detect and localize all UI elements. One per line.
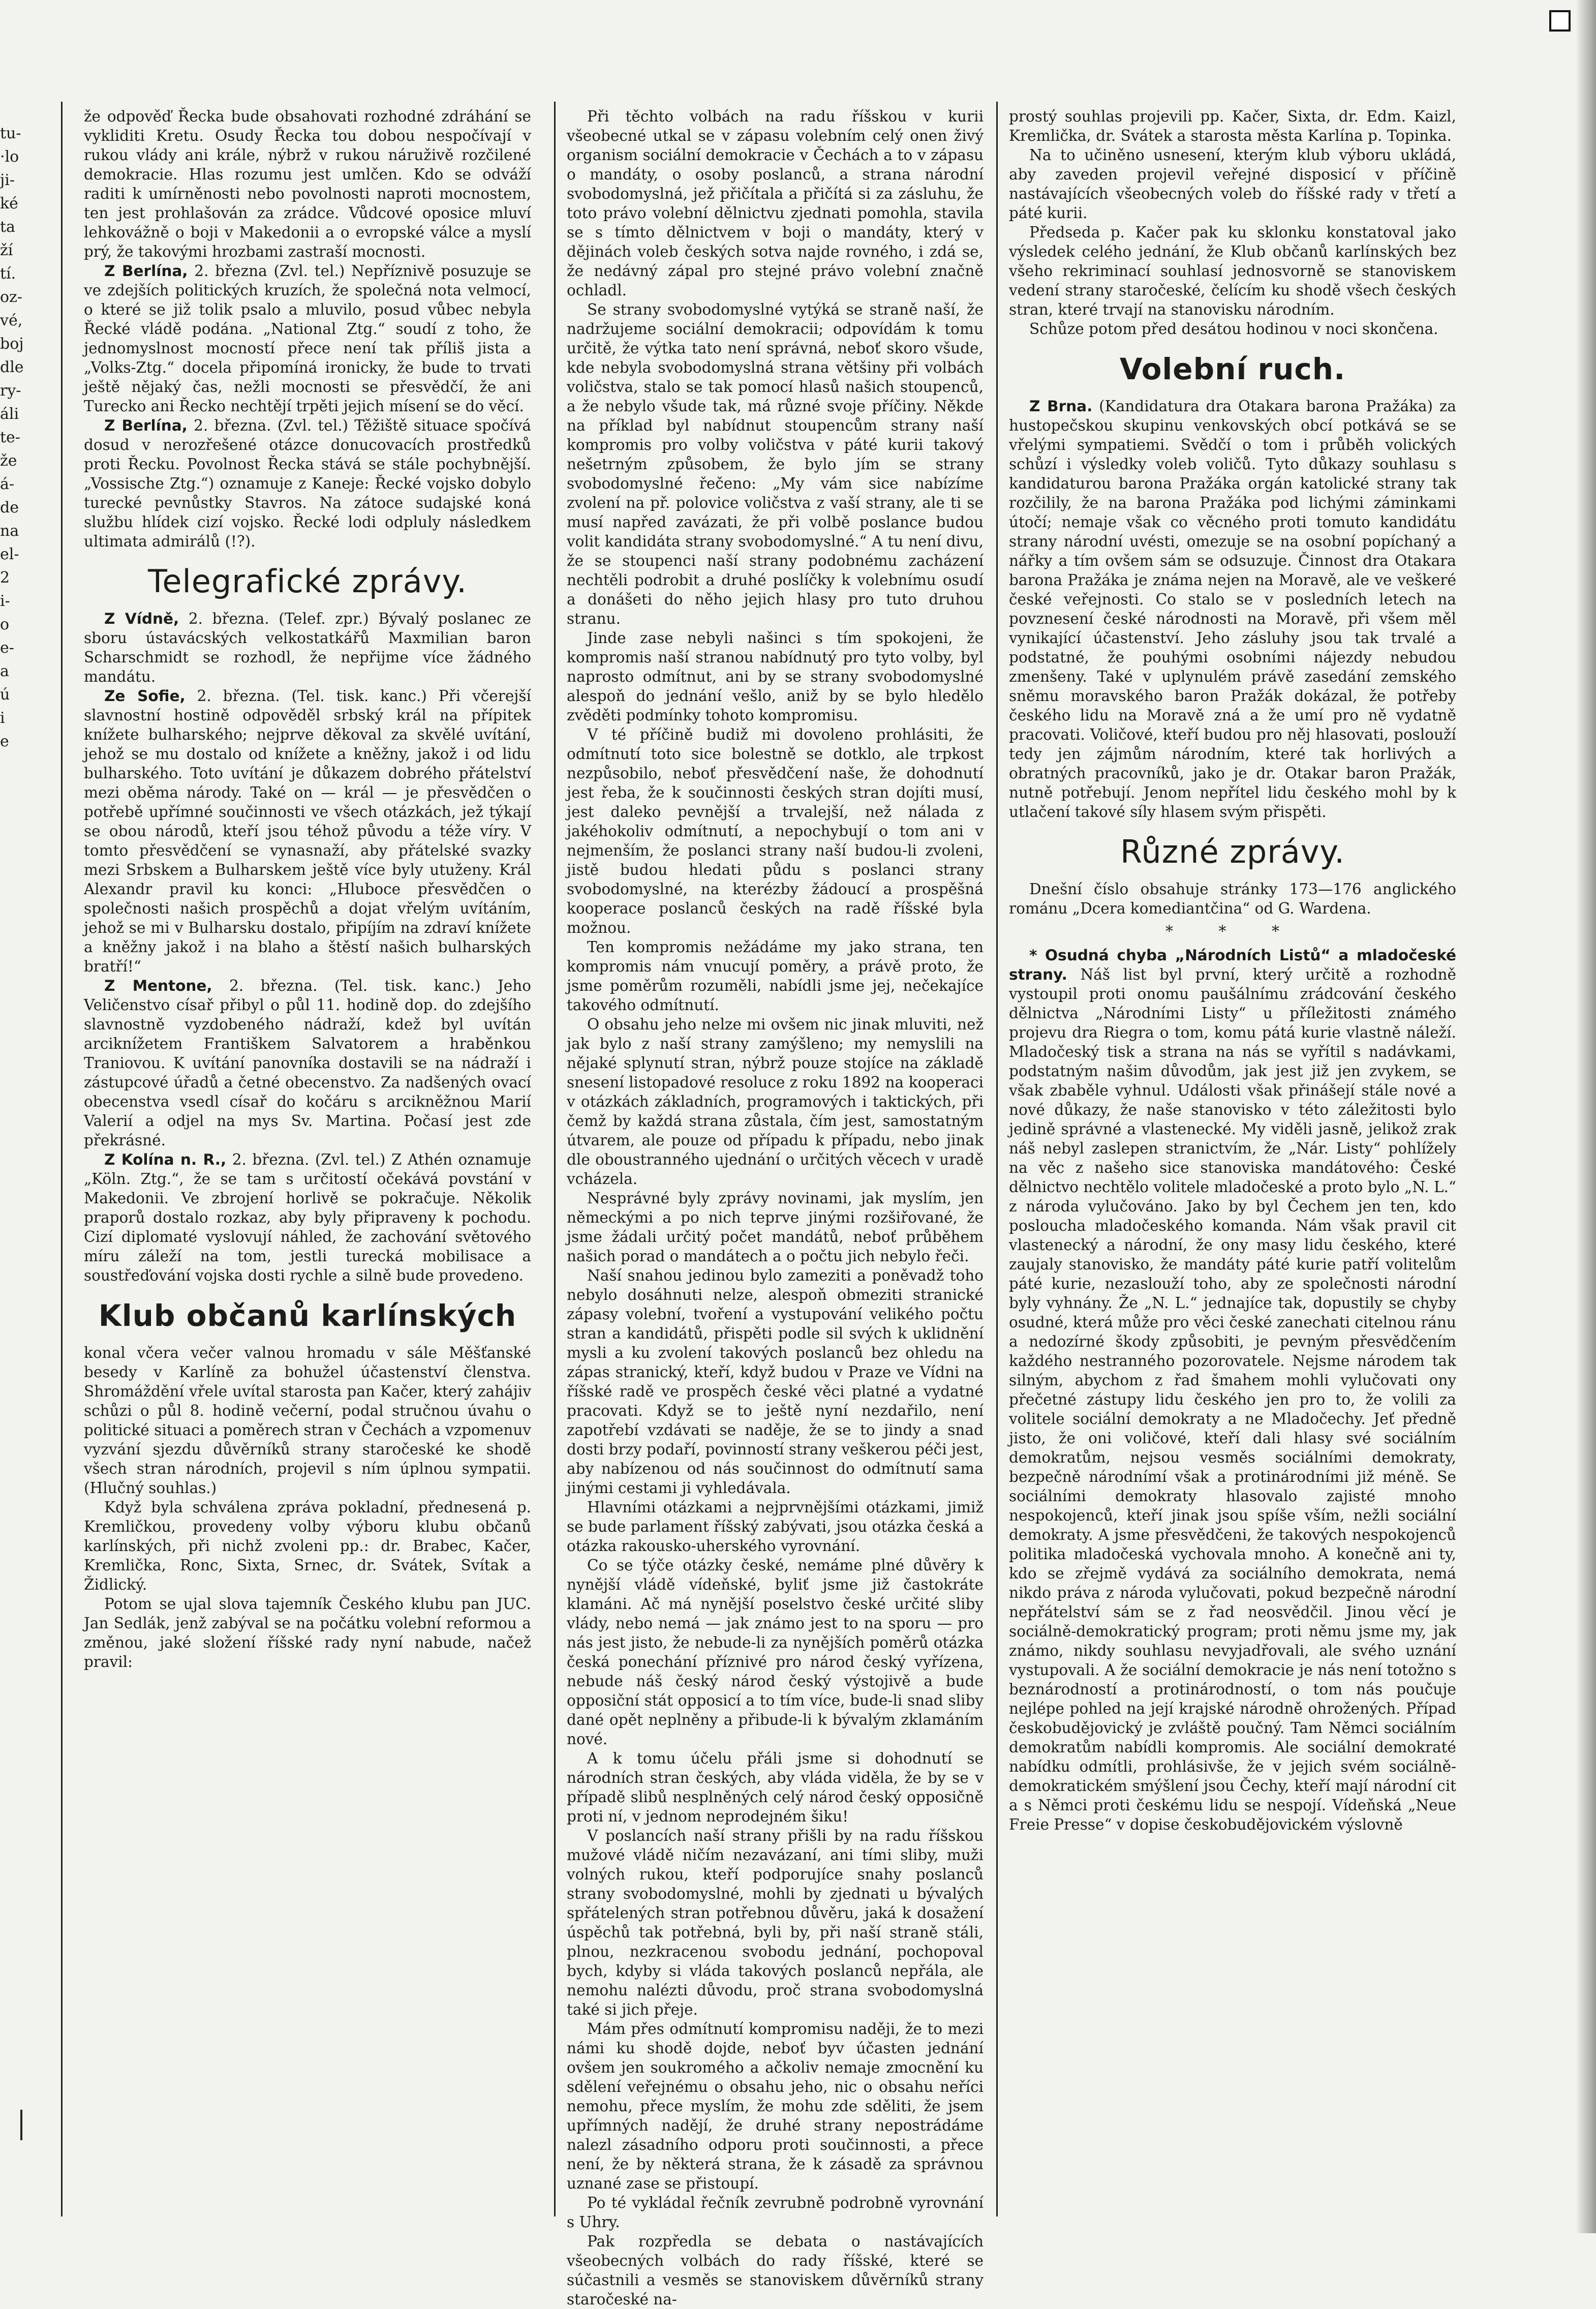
fragment-line: ta xyxy=(0,218,15,236)
dateline: Z Brna. xyxy=(1029,398,1093,415)
column-2 xyxy=(567,107,984,2308)
fragment-line: a xyxy=(0,662,9,680)
paragraph-text: 2. března. (Zvl. tel.) Z Athén oznamuje „Köln. Ztg.“, že se tam s určitostí očekává povstání v Makedonii. Ve zbrojení horlivě se pokračuje. Několik praporů dostalo rozkaz, aby byly připraveny k pochodu. Cizí diplomaté vyslovují náhled, že zachování světového míru záleží na tom, jestli turecká mobilisace a soustřeďování vojska dosti rychle a silně bude provedeno. xyxy=(84,1151,531,1284)
fragment-line: á- xyxy=(0,475,15,493)
paragraph xyxy=(1009,946,1456,1834)
paragraph-text: 2. března. (Zvl. tel.) Těžiště situace spočívá dosud v nerozřešené otázce donucovacích prostředků proti Řecku. Povolnost Řecka stává se stále pochybnější. „Vossische Ztg.“) oznamuje z Kaneje: Řecké vojsko dobylo turecké pevnůstky Stavros. Na zátoce sudajské koná službu hlídek cizí vojsko. Řecké lodi odpluly následkem ultimata admirálů (!?). xyxy=(84,417,531,550)
margin-mark xyxy=(20,2110,22,2140)
fragment-line: de xyxy=(0,499,19,517)
paragraph: Se strany svobodomyslné vytýká se straně naší, že nadržujeme sociální demokracii; odpovídám k tomu určitě, že výtka tato není správná, neboť skoro všude, kde nebyla svobodomyslná strana většiny při volbách voličstva, stalo se tak pomocí hlasů našich stoupenců, a že nebylo všude tak, má různé svoje příčiny. Někde na příklad byl nabídnut stoupencům strany naší kompromis pro volby voličstva v páté kurii takový nešetrným způsobem, že bylo jím se strany svobodomyslné řečeno: „My vám sice nabízíme zvolení na př. polovice voličstva z vaší strany, ale ti se musí napřed zavázati, že při volbě poslance budou volit kandidáta strany svobodomyslné.“ A tu není divu, že se stoupenci naší strany podobnému zacházení nechtěli podrobit a druhé poslíčky k volebnímu osudí a donášeti do něho jejich hlasy pro tuto druhou stranu. xyxy=(567,301,984,627)
dateline: Z Vídně, xyxy=(104,610,179,627)
dateline: Ze Sofie, xyxy=(104,687,186,705)
paragraph xyxy=(84,1150,531,1285)
column-rule-1 xyxy=(554,102,556,2216)
fragment-line: e- xyxy=(0,639,14,657)
paragraph xyxy=(84,976,531,1150)
fragment-line: dle xyxy=(0,358,24,376)
paragraph: Pak rozpředla se debata o nastávajících všeobecných volbách do rady říšské, které se súčastnili a vesměs se stanoviskem důvěrníků strany staročeské na- xyxy=(567,2233,984,2308)
paragraph: Potom se ujal slova tajemník Českého klubu pan JUC. Jan Sedlák, jenž zabýval se na počátku volební reformou a změnou, jaké složení říšské rady nyní nabude, načež pravil: xyxy=(84,1595,531,1670)
paragraph-text: 2. března. (Telef. zpr.) Bývalý poslanec ze sboru ústavácských velkostatkářů Maxmilian baron Scharschmidt se rozhodl, že nepřijme více žádného mandátu. xyxy=(84,610,531,685)
paragraph: že odpověď Řecka bude obsahovati rozhodné zdráhání se vykliditi Kretu. Osudy Řecka tou dobou nespočívají v rukou vlády ani krále, nýbrž v rukou náruživě rozčilené demokracie. Hlas rozumu jest umlčen. Kdo se odváží raditi k umírněnosti nebo povolnosti naproti mocnostem, ten jest prohlašován za zrádce. Vůdcové oposice mluví lehkovážně o boji v Makedonii a o evropské válce a myslí prý, že takovými hrozbami zastraší mocnosti. xyxy=(84,108,531,260)
dateline: * Osudná chyba „Národních Listů“ a mladočeské strany. xyxy=(1009,947,1456,983)
left-margin-fragment xyxy=(0,122,32,783)
column-rule-2 xyxy=(996,102,998,2216)
section-heading-misc: Různé zprávy. xyxy=(1120,833,1345,870)
fragment-line: e xyxy=(0,733,9,750)
fragment-line: ry- xyxy=(0,382,21,400)
fragment-line: že xyxy=(0,452,17,470)
fragment-line: ·lo xyxy=(0,148,19,166)
paragraph: Na to učiněno usnesení, kterým klub výboru ukládá, aby zaveden projevil veřejné disposicí v příčině nastávajících všeobecných voleb do říšské rady v třetí a páté kurii. xyxy=(1009,146,1456,222)
fragment-line: áli xyxy=(0,405,19,423)
section-heading-club: Klub občanů karlínských xyxy=(98,1298,517,1333)
separator-stars: * * * xyxy=(1165,923,1300,940)
paragraph-text: Náš list byl první, který určitě a rozhodně vystoupil proti onomu paušálnímu zrádcování českého dělnictva „Národními Listy“ u příležitosti známého projevu dra Riegra o tom, komu pátá kurie vlastně náleží. Mladočeský tisk a strana na nás se vyřítil s nadávkami, podstatným našim důvodům, jak jest již jen zvykem, se však zbaběle vyhnul. Události však přinášejí stále nové a nové důkazy, že naše stanovisko v této záležitosti bylo jedině správné a vlastenecké. My viděli jasně, jelikož zrak náš nebyl zaslepen stranictvím, že „Nár. Listy“ pohlížely na věc z našeho sice stanoviska mandátového: České dělnictvo nechtělo volitele mladočeské a proto bylo „N. L.“ z národa vylučováno. Jako by byl Čechem jen ten, kdo posloucha mladočeského komanda. Nám však pravil cit vlastenecký a národní, že ony masy lidu českého, které zaujaly stanovisko, že mandáty páté kurie patří volitelům páté kurie, nezaslouží toho, aby ze společnosti národní byly vyhnány. Že „N. L.“ jednajíce tak, dopustily se chyby osudné, která může pro věci české zanechati citelnou ránu a nedozírné škody způsobiti, je pevným přesvědčením každého nestranného pozorovatele. Nejsme národem tak silným, abychom z řad šmahem mohli vylučovati ony přečetné zástupy lidu českého jen pro to, že volili za volitele sociální demokraty a ne Mladočechy. Jeť předně jisto, že oni voličové, kteří dali hlasy své sociálním demokratům, nejsou vesměs sociálními demokraty, bezpečně národnímí však a protinárodními již méně. Se sociálními demokraty hlasovalo zajisté mnoho nespokojenců, kteří jinak jsou spíše vším, nežli sociální demokraty. A jsme přesvědčeni, že takových nespokojenců politika mladočeská vychovala mnoho. A konečně ani ty, kdo se zřejmě vydává za sociálního demokrata, nemá nikdo práva z národa vylučovati, pokud bezpečně národní nepřátelství sám se z řad neosvědčil. Jinou věcí je sociálně-demokratický program; proti němu jsme my, jak známo, nikdy souhlasu nevyjadřovali, ale svého uznání vystupovali. A že sociální demokracie je nás není totožno s beznárodností a protinárodností, o tom nás poučuje nejlépe pohled na její krajské národně ohrožených. Případ českobudějovický je zvláště poučný. Tam Němci sociálním demokratům nabídli kompromis. Ale sociální demokraté nabídku odmítli, prohlásivše, že v jejich svém sociálně-demokratickém smýšlení jsou Čechy, kteří mají národní cit a s Němci proti českému lidu se nespojí. Vídeňská „Neue Freie Presse“ v dopise českobudějovickém výslovně xyxy=(1009,966,1456,1833)
fragment-line: ží xyxy=(0,241,13,259)
fragment-line: 2 xyxy=(0,569,10,587)
paragraph xyxy=(84,686,531,976)
paragraph: Ten kompromis nežádáme my jako strana, ten kompromis nám vnucují poměry, a právě proto, že jsme poměrům rozuměli, nabídli jsme jej, nečekajíce takového odmítnutí. xyxy=(567,938,984,1014)
column-1 xyxy=(84,107,531,2201)
paragraph: konal včera večer valnou hromadu v sále Měšťanské besedy v Karlíně za bohužel účastenství členstva. Shromáždění vřele uvítal starosta pan Kačer, který zahájiv schůzi o půl 8. hodině večerní, podal stručnou úvahu o politické situaci a poměrech stran v Čechách a vzpomenuv vyzvání sjezdu důvěrníků strany staročeské ke shodě všech stran národních, projevil s ním úplnou sympatii. (Hlučný souhlas.) xyxy=(84,1344,531,1497)
paragraph: Hlavními otázkami a nejprvnějšími otázkami, jimiž se bude parlament říšský zabývati, jsou otázka česká a otázka rakousko-uherského vyrovnání. xyxy=(567,1499,984,1555)
paragraph: Mám přes odmítnutí kompromisu naději, že to mezi námi ku shodě dojde, neboť byv účasten jednání ovšem jen soukromého a ačkoliv nemaje zmocnění ku sdělení veřejnému o obsahu jeho, nic o obsahu neříci nemohu, přece myslím, že mohu zde sděliti, že jsem upřímných nadějí, že druhé strany nepostrádáme nalezl zásadního odporu proti součinnosti, a přece není, že by některá strana, že k zásadě za správnou uznané zase se přistoupí. xyxy=(567,2020,984,2192)
paragraph xyxy=(84,261,531,416)
paragraph xyxy=(84,609,531,686)
scan-corner-marker xyxy=(1549,10,1571,32)
paragraph xyxy=(1009,397,1456,822)
paragraph: Při těchto volbách na radu říšskou v kurii všeobecné utkal se v zápasu volebním celý onen živý organism sociální demokracie v Čechách a to v zápasu o mandáty, o osoby poslanců, a strana národní svobodomyslná, jež přičítala a přičítá si za zásluhu, že toto právo volební dělnictvu zjednati pomohla, stavila se s tímto dělnictvem v boji o mandáty, který v dějinách voleb českých sotva najde rovného, i zdá se, že nedávný zápal pro stejné právo volební značně ochladl. xyxy=(567,108,984,299)
paragraph-text: 2. března. (Tel. tisk. kanc.) Jeho Veličenstvo císař přibyl o půl 11. hodině dop. do zdejšího slavnostně vyzdobeného nádraží, kdež byl uvítán arciknížetem Františkem Salvatorem a hraběnkou Traniovou. K uvítání panovníka dostavili se na nádraží i zástupcové úřadů a četné obecenstvo. Za nadšených ovací obecenstva vsedl císař do kočáru s arcikněžnou Marií Valerií a odjel na mys Sv. Martina. Počasí jest zde překrásné. xyxy=(84,977,531,1149)
dateline: Z Kolína n. R., xyxy=(104,1151,227,1168)
paragraph: Když byla schválena zpráva pokladní, přednesená p. Kremličkou, provedeny volby výboru klubu občanů karlínských, při nichž zvoleni pp.: dr. Brabec, Kačer, Kremlička, Ronc, Sixta, Srnec, dr. Svátek, Svítak a Židlický. xyxy=(84,1499,531,1593)
fragment-line: i xyxy=(0,709,5,727)
paragraph: V té příčině budiž mi dovoleno prohlásiti, že odmítnutí toto sice bolestně se dotklo, ale trpkost nezpůsobilo, neboť přesvědčení naše, že dohodnutí jest řeba, že k součinnosti českých stran dojíti musí, jest daleko pevnější a trvalejší, než nálada z jakéhokoliv odmítnutí, a nepochybují o tom ani v nejmenším, že poslanci strany naší budou-li zvoleni, jistě budou hledati půdu s poslanci strany svobodomyslné, na kterézby žádoucí a prospěšná kooperace poslanců českých na radě říšské byla možnou. xyxy=(567,726,984,936)
paragraph: Jinde zase nebyli našinci s tím spokojeni, že kompromis naší stranou nabídnutý pro tyto volby, byl naprosto odmítnut, ani by se strany svobodomyslné alespoň do jednání vešlo, aniž by se bylo hledělo zvěděti podmínky tohoto kompromisu. xyxy=(567,629,984,724)
paragraph: Nesprávné byly zprávy novinami, jak myslím, jen německými a po nich teprve jinými rozšiřované, že jsme žádali určitý počet mandátů, neboť průběhem našich porad o mandátech a o počtu jich nebylo řeči. xyxy=(567,1190,984,1265)
section-heading-telegraphic: Telegrafické zprávy. xyxy=(147,563,467,600)
fragment-line: ú xyxy=(0,686,10,704)
fragment-line: na xyxy=(0,522,19,540)
paragraph: Co se týče otázky české, nemáme plné důvěry k nynější vládě vídeňské, byliť jsme již častokráte klamáni. Ač má nynější poselstvo české určité sliby vlády, nebo nemá — jak známo jest to na sporu — pro nás jest jisto, že nebude-li za nynějších poměrů otázka česká ponechání příznivé pro národ český vyřízena, nebude náš český národ český výstojivě a bude opposiční stát opposicí a to tím více, bude-li snad sliby dané opět neplněny a přibude-li k bývalým zklamáním nové. xyxy=(567,1557,984,1748)
section-heading-election: Volební ruch. xyxy=(1119,352,1346,386)
fragment-line: ké xyxy=(0,195,18,212)
fragment-line: o xyxy=(0,616,10,633)
paragraph: O obsahu jeho nelze mi ovšem nic jinak mluviti, než jak bylo z naší strany zamýšleno; my nemyslili na nějaké splynutí stran, nýbrž pouze stojíce na základě snesení listopadové resoluce z roku 1892 na kooperaci v otázkách základních, programových i taktických, při čemž by každá strana zůstala, čím jest, samostatným útvarem, ale pouze od případu k případu, nebo jinak dle oboustranného ujednání o určitých věcech v uradě vcházela. xyxy=(567,1016,984,1188)
paragraph-text: 2. března (Zvl. tel.) Nepříznivě posuzuje se ve zdejších politických kruzích, že společná nota velmocí, o které se již tolik psalo a mluvilo, posud vůbec nebyla Řecké vládě podána. „National Ztg.“ soudí z toho, že jednomyslnost mocností přece není tak příliš jista a „Volks-Ztg.“ docela připomíná ironicky, že bude to trvati ještě nějaký čas, nežli mocnosti se přesvědčí, že ani Turecko ani Řecko nechtějí trpěti jejich mísení se do věcí. xyxy=(84,262,531,415)
paragraph: Schůze potom před desátou hodinou v noci skončena. xyxy=(1029,320,1438,338)
dateline: Z Berlína, xyxy=(104,417,188,434)
paragraph: Po té vykládal řečník zevrubně podrobně vyrovnání s Uhry. xyxy=(567,2194,984,2231)
fragment-line: ji- xyxy=(0,171,15,189)
paragraph xyxy=(84,416,531,551)
fragment-line: tí. xyxy=(0,265,16,283)
fragment-line: vé, xyxy=(0,312,23,329)
paragraph: Dnešní číslo obsahuje stránky 173—176 anglického románu „Dcera komediantčina“ od G. Wardena. xyxy=(1009,880,1456,917)
fragment-line: boj xyxy=(0,335,24,353)
fragment-line: el- xyxy=(0,545,19,563)
fragment-line: te- xyxy=(0,429,20,446)
column-3 xyxy=(1009,107,1456,2201)
fragment-line: tu- xyxy=(0,125,21,142)
paragraph: Předseda p. Kačer pak ku sklonku konstatoval jako výsledek celého jednání, že Klub občanů karlínských bez všeho rekriminací souhlasí jednosvorně se stanoviskem vedení strany staročeské, čelícím ku shodě všech českých stran, které trvají na stanovisku národním. xyxy=(1009,224,1456,318)
page-edge-shadow xyxy=(1576,0,1596,2233)
paragraph: V poslancích naší strany přišli by na radu říšskou mužové vládě ničím nezavázaní, ani tími sliby, muži volných rukou, kteří podporujíce snahy poslanců strany svobodomyslné, mohli by zjednati u bývalých spřátelených stran potřebnou důvěru, jaká k dosažení úspěchů tak potřebná, byli by, při naší straně stáli, plnou, nezkracenou svobodu jednání, pochopoval bych, kdyby si vláda takových poslanců nepřála, ale nemohu nalézti důvodu, proč strana svobodomyslná také si jich přeje. xyxy=(567,1827,984,2018)
dateline: Z Mentone, xyxy=(104,977,212,994)
column-rule-left xyxy=(61,102,63,2216)
paragraph: prostý souhlas projevili pp. Kačer, Sixta, dr. Edm. Kaizl, Kremlička, dr. Svátek a starosta města Karlína p. Topinka. xyxy=(1009,108,1456,144)
fragment-line: oz- xyxy=(0,288,23,306)
fragment-line: i- xyxy=(0,592,10,610)
paragraph: Naší snahou jedinou bylo zameziti a poněvadž toho nebylo dosáhnuti nelze, alespoň obmeziti stranické zápasy volební, tvoření a vystupování velikého počtu stran a kandidátů, přispěti podle sil svých k uklidnění mysli a ku zvolení takových poslanců bez ohledu na zápas stranický, kteří, když budou v Praze ve Vídni na říšské radě ve prospěch české věci platné a vydatné pracovati. Když se to ještě nyní nezdařilo, není zapotřebí vzdávati se naděje, že se to jindy a snad dosti brzy podaří, povinností strany veškerou péči jest, aby nabízenou od nás součinnost do odmítnutí sama jinými cestami ji vyhledávala. xyxy=(567,1267,984,1497)
paragraph-text: (Kandidatura dra Otakara barona Pražáka) za hustopečskou skupinu venkovských obcí potkává se se vřelými sympatiemi. Svědčí o tom i průběh volických schůzí i výsledky voleb voličů. Tyto důkazy souhlasu s kandidaturou barona Pražáka orgán katolické strany tak rozčilily, že na barona Pražáka pod lichými záminkami útočí; nemaje však co věcného proti tomuto kandidátu strany národní uvésti, omezuje se na osobní popíchaný a nářky a tím ovšem sám se odsuzuje. Činnost dra Otakara barona Pražáka je známa nejen na Moravě, ale ve veškeré české veřejnosti. Co stalo se v posledních letech na povznesení české národnosti na Moravě, při všem měl vynikající účastenství. Jeho zásluhy jsou tak trvalé a podstatné, že pouhými osobními nájezdy nebudou zmenšeny. Také v uplynulém právě zasedání zemského sněmu moravského baron Pražák dokázal, že potřeby českého lidu na Moravě zná a že umí pro ně vydatně pracovati. Voličové, kteří budou pro něj hlasovati, poslouží tedy jen zájmům národním, které tak horlivých a obratných pracovníků, jako je dr. Otakar baron Pražák, nutně potřebují. Jenom nepřítel lidu českého mohl by k utlačení takové síly hlasem svým přispěti. xyxy=(1009,398,1456,821)
paragraph-text: 2. března. (Tel. tisk. kanc.) Při včerejší slavnostní hostině odpověděl srbský král na přípitek knížete bulharského; nejprve děkoval za skvělé uvítání, jehož se mu dostalo od knížete a kněžny, jakož i od lidu bulharského. Toto uvítání je důkazem dobrého přátelství mezi oběma národy. Také on — král — je přesvědčen o potřebě upřímné součinnosti ve všech otázkách, jež týkají se obou národů, kteří jsou téhož původu a téže víry. V tomto přesvědčení se vynasnaží, aby přátelské svazky mezi Srbskem a Bulharskem ještě více byly utuženy. Král Alexandr pravil ku konci: „Hluboce přesvědčen o společnosti našich prospěchů a dojat vřelým uvítáním, jehož se mi v Bulharsku dostalo, připíjím na zdraví knížete a kněžny jakož i na blaho a štěstí našich bulharských bratří!“ xyxy=(84,687,531,975)
dateline: Z Berlína, xyxy=(104,262,188,280)
paragraph: A k tomu účelu přáli jsme si dohodnutí se národních stran českých, aby vláda viděla, že by se v případě slibů nesplněných celý národ český opposičně proti ní, v jednom neprodejném šiku! xyxy=(567,1750,984,1825)
